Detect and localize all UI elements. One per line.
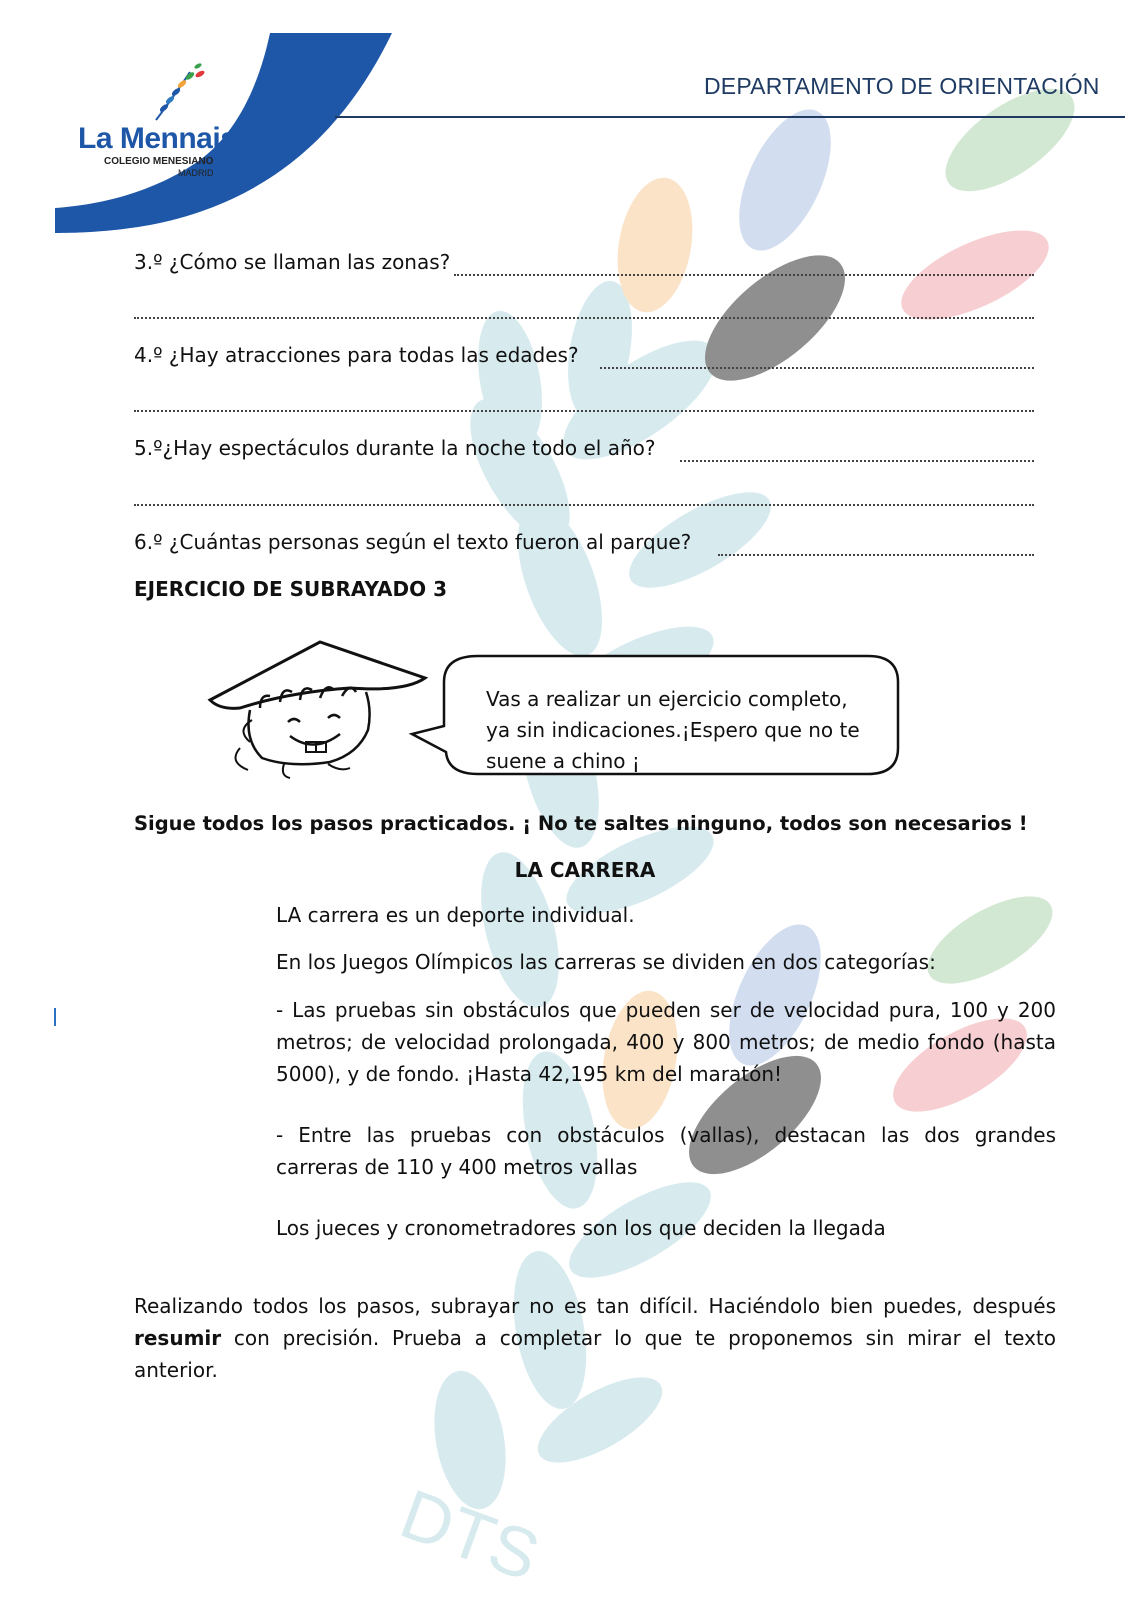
speech-line-2: ya sin indicaciones.¡Espero que no te bbox=[486, 718, 860, 742]
logo-city: MADRID bbox=[178, 168, 214, 178]
closing-bold-word: resumir bbox=[134, 1326, 222, 1350]
answer-line[interactable] bbox=[600, 367, 1034, 369]
speech-line-1: Vas a realizar un ejercicio completo, bbox=[486, 687, 848, 711]
question-3: 3.º ¿Cómo se llaman las zonas? bbox=[134, 250, 451, 274]
header-rule bbox=[335, 116, 1125, 118]
instruction-text: Sigue todos los pasos practicados. ¡ No te saltes ninguno, todos son necesarios ! bbox=[134, 812, 1028, 835]
speech-bubble-text bbox=[486, 684, 886, 777]
logo-name: La Mennais bbox=[78, 122, 237, 155]
department-title: DEPARTAMENTO DE ORIENTACIÓN bbox=[704, 73, 1100, 99]
question-4: 4.º ¿Hay atracciones para todas las edades? bbox=[134, 343, 579, 367]
closing-text-2: con precisión. Prueba a completar lo que te proponemos sin mirar el texto anterior. bbox=[134, 1326, 1056, 1382]
reading-paragraph-3: - Las pruebas sin obstáculos que pueden ser de velocidad pura, 100 y 200 metros; de velocidad prolongada, 400 y 800 metros; de medio fondo (hasta 5000), y de fondo. ¡Hasta 42,195 km del maratón! bbox=[276, 998, 1056, 1086]
text-cursor bbox=[54, 1008, 56, 1026]
reading-paragraph-1: LA carrera es un deporte individual. bbox=[276, 903, 635, 927]
reading-paragraph-2: En los Juegos Olímpicos las carreras se dividen en dos categorías: bbox=[276, 950, 936, 974]
closing-paragraph bbox=[134, 1290, 1056, 1386]
answer-line[interactable] bbox=[680, 460, 1034, 462]
answer-line[interactable] bbox=[454, 274, 1034, 276]
reading-paragraph-4: - Entre las pruebas con obstáculos (vallas), destacan las dos grandes carreras de 110 y 400 metros vallas bbox=[276, 1123, 1056, 1179]
logo-subtitle: COLEGIO MENESIANO bbox=[104, 156, 214, 167]
reading-paragraph-5: Los jueces y cronometradores son los que deciden la llegada bbox=[276, 1216, 886, 1240]
question-6: 6.º ¿Cuántas personas según el texto fueron al parque? bbox=[134, 530, 692, 554]
watermark-text: DTS bbox=[390, 1474, 550, 1596]
answer-line[interactable] bbox=[134, 317, 1034, 319]
exercise-title: EJERCICIO DE SUBRAYADO 3 bbox=[134, 577, 447, 601]
logo-sprig-icon bbox=[150, 62, 220, 122]
question-5: 5.º¿Hay espectáculos durante la noche todo el año? bbox=[134, 436, 656, 460]
answer-line[interactable] bbox=[718, 554, 1034, 556]
cartoon-character-icon bbox=[200, 630, 440, 780]
answer-line[interactable] bbox=[134, 410, 1034, 412]
closing-text-1: Realizando todos los pasos, subrayar no es tan difícil. Haciéndolo bien puedes, después bbox=[134, 1294, 1056, 1318]
speech-line-3: suene a chino ¡ bbox=[486, 749, 640, 773]
reading-title: LA CARRERA bbox=[514, 858, 656, 882]
answer-line[interactable] bbox=[134, 504, 1034, 506]
